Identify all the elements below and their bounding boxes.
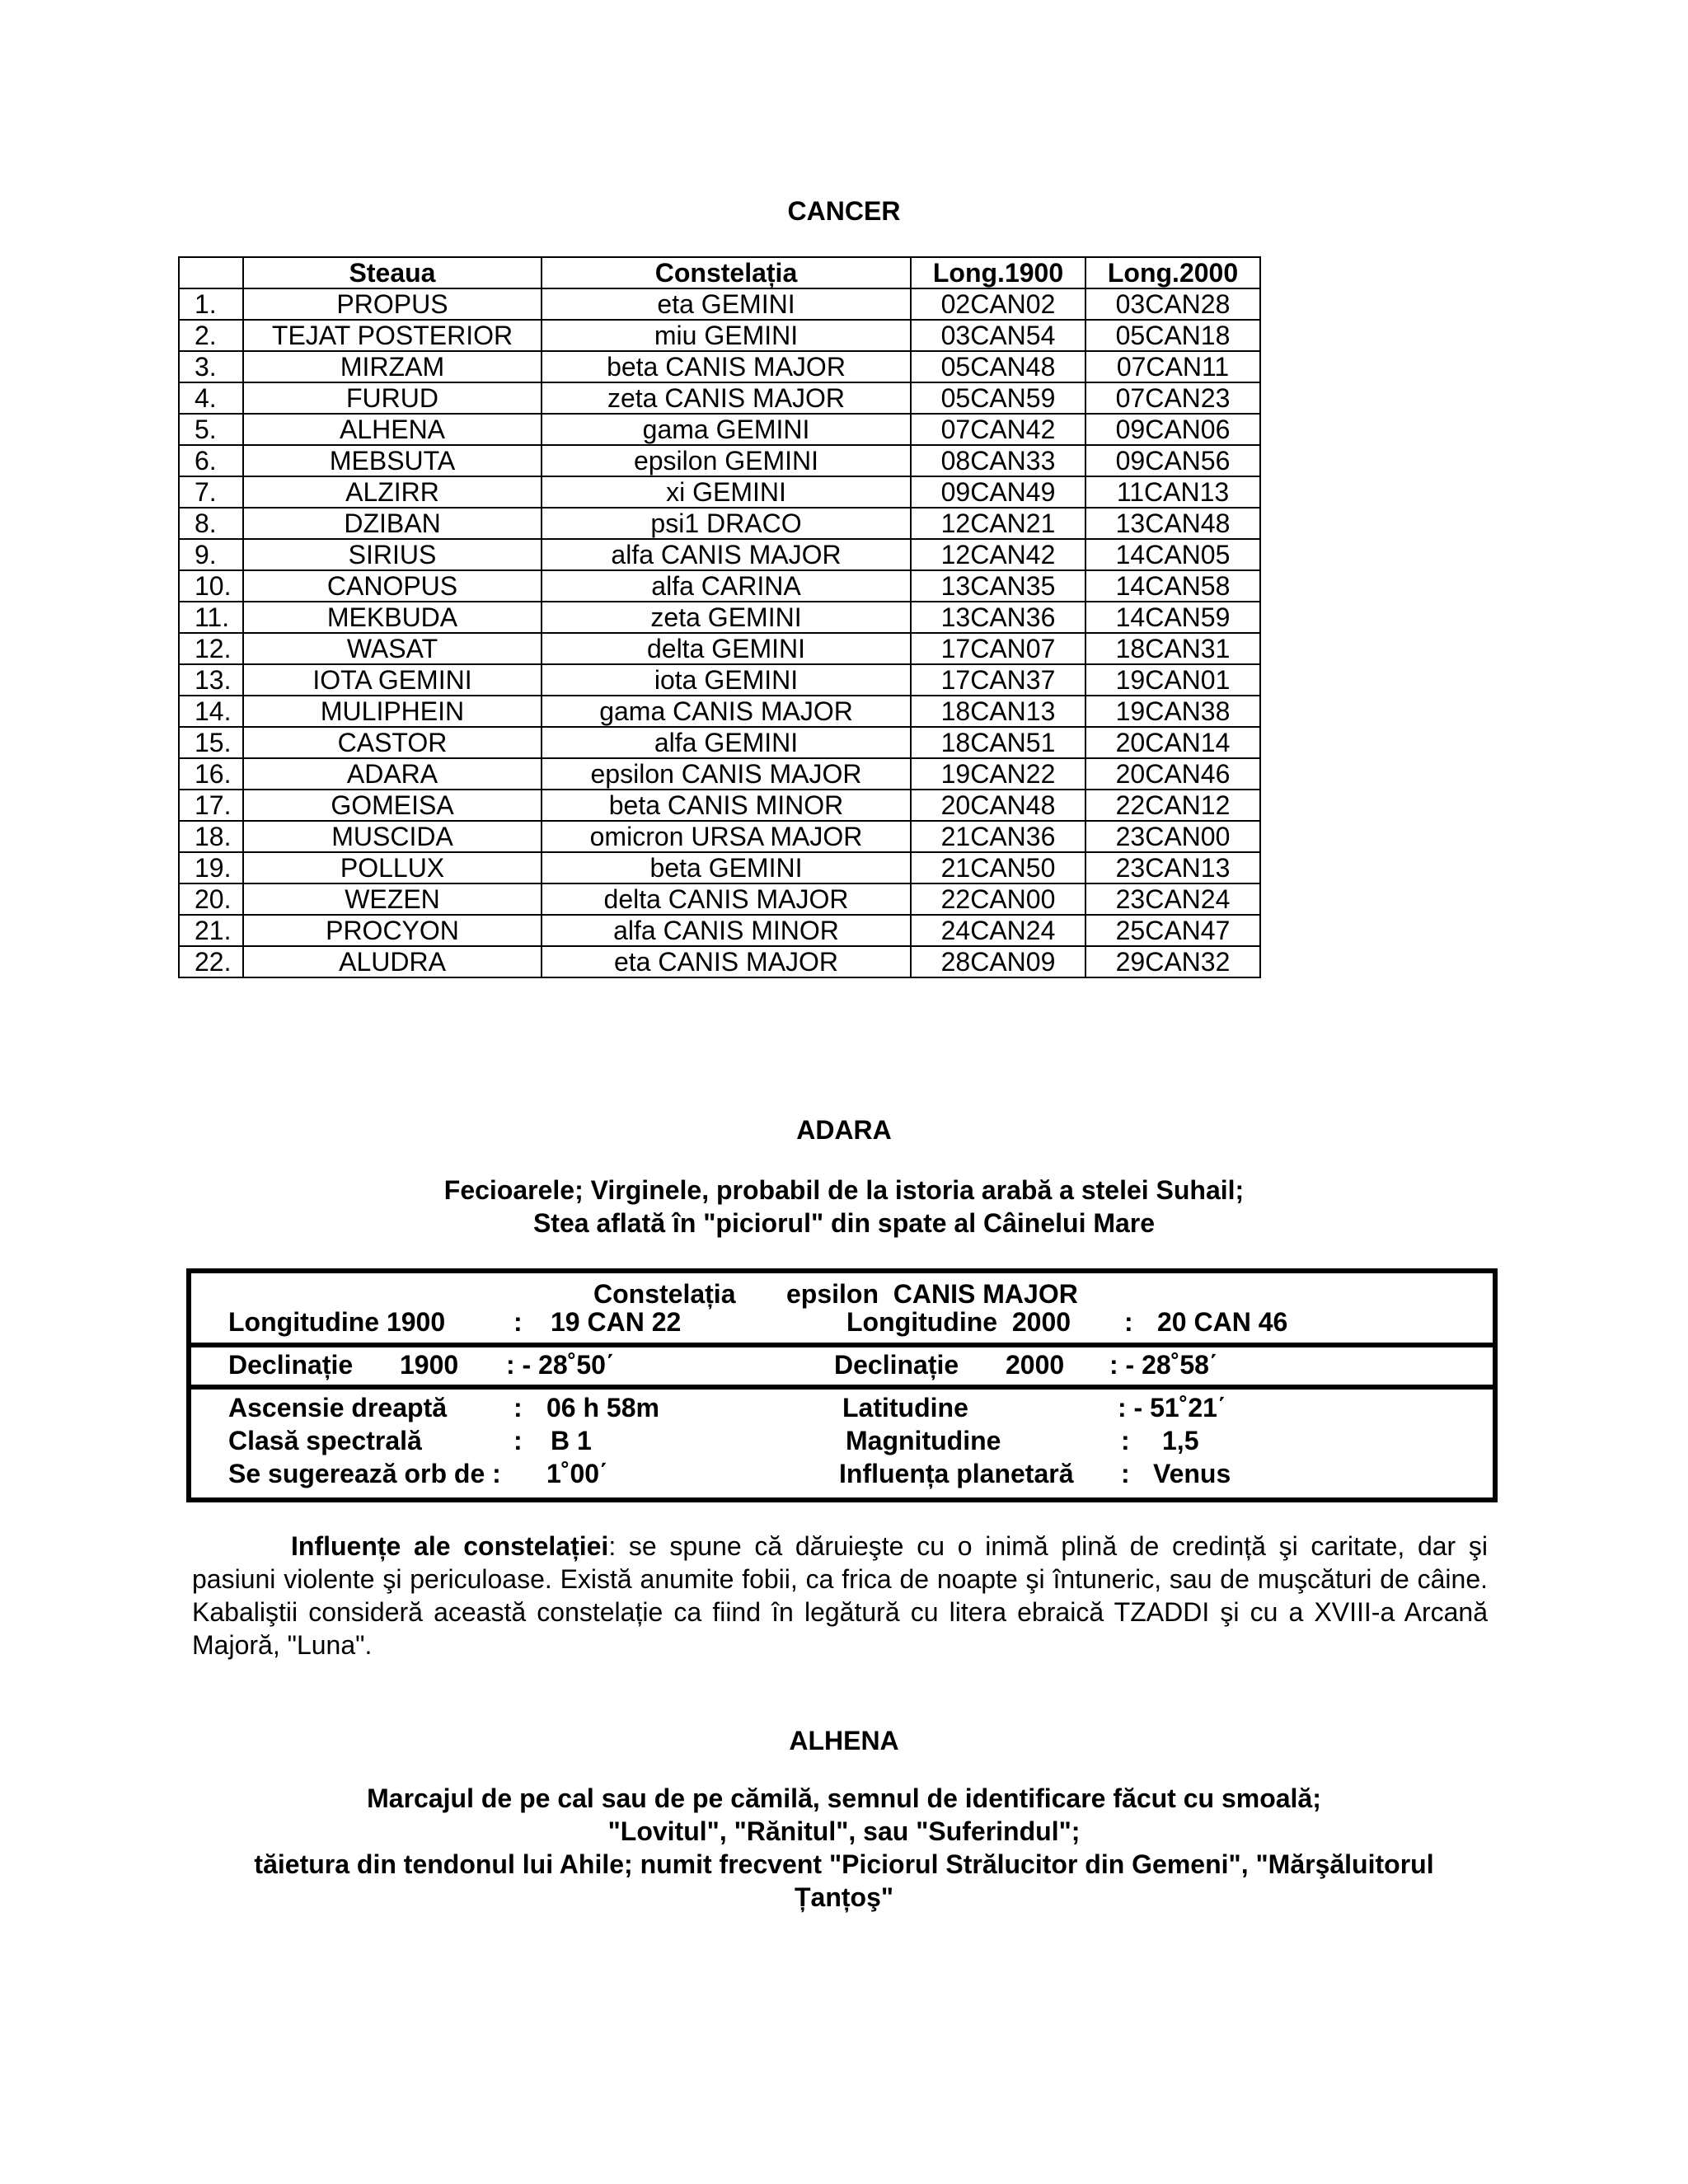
table-body <box>179 288 1260 977</box>
table-row <box>179 883 1260 915</box>
long-1900-cell: 12CAN21 <box>911 508 1085 539</box>
long-1900-cell: 19CAN22 <box>911 758 1085 790</box>
long-1900-cell: 17CAN37 <box>911 664 1085 696</box>
long2000-label: Longitudine 2000 <box>846 1307 1071 1337</box>
long-2000-cell: 11CAN13 <box>1085 476 1260 508</box>
constellation-label: Constelația <box>593 1279 736 1309</box>
box-divider <box>191 1385 1493 1390</box>
long-1900-cell: 05CAN48 <box>911 351 1085 382</box>
constellation-cell: epsilon CANIS MAJOR <box>542 758 911 790</box>
orb-value: 1˚00΄ <box>546 1459 608 1488</box>
alhena-line4: Țanțoş" <box>794 1882 894 1912</box>
mag-sep: : <box>1121 1426 1130 1455</box>
adara-info-box <box>186 1268 1498 1502</box>
long-1900-cell: 22CAN00 <box>911 883 1085 915</box>
star-name-cell: GOMEISA <box>243 790 542 821</box>
table-row <box>179 602 1260 633</box>
constellation-cell: alfa CANIS MAJOR <box>542 539 911 570</box>
constellation-cell: psi1 DRACO <box>542 508 911 539</box>
long-2000-cell: 19CAN38 <box>1085 696 1260 727</box>
table-header-cell: Long.2000 <box>1085 257 1260 288</box>
long-1900-cell: 12CAN42 <box>911 539 1085 570</box>
alhena-line2: "Lovitul", "Rănitul", sau "Suferindul"; <box>607 1816 1081 1846</box>
table-row <box>179 946 1260 977</box>
decl1900-year: 1900 <box>400 1350 459 1380</box>
long-1900-cell: 09CAN49 <box>911 476 1085 508</box>
constellation-cell: gama CANIS MAJOR <box>542 696 911 727</box>
row-number-cell: 15. <box>179 727 243 758</box>
influence-value: Venus <box>1153 1459 1231 1488</box>
table-row <box>179 758 1260 790</box>
adara-influence-paragraph <box>192 1530 1488 1661</box>
star-name-cell: MEKBUDA <box>243 602 542 633</box>
long-2000-cell: 14CAN58 <box>1085 570 1260 602</box>
constellation-value: epsilon CANIS MAJOR <box>786 1279 1078 1309</box>
decl2000-value: : - 28˚58΄ <box>1109 1350 1218 1380</box>
table-row <box>179 414 1260 445</box>
long1900-value: 19 CAN 22 <box>551 1307 682 1337</box>
row-number-cell: 1. <box>179 288 243 320</box>
star-name-cell: MULIPHEIN <box>243 696 542 727</box>
star-name-cell: SIRIUS <box>243 539 542 570</box>
long2000-value: 20 CAN 46 <box>1157 1307 1288 1337</box>
adara-subtitle <box>0 1174 1688 1240</box>
constellation-cell: omicron URSA MAJOR <box>542 821 911 852</box>
long-1900-cell: 13CAN36 <box>911 602 1085 633</box>
long1900-label: Longitudine 1900 <box>228 1307 446 1337</box>
stars-table <box>178 256 1261 978</box>
decl2000-label: Declinație <box>834 1350 959 1380</box>
constellation-cell: gama GEMINI <box>542 414 911 445</box>
table-row <box>179 852 1260 883</box>
long-1900-cell: 03CAN54 <box>911 320 1085 351</box>
star-name-cell: WEZEN <box>243 883 542 915</box>
row-number-cell: 18. <box>179 821 243 852</box>
star-name-cell: PROPUS <box>243 288 542 320</box>
star-name-cell: ALUDRA <box>243 946 542 977</box>
long-2000-cell: 23CAN24 <box>1085 883 1260 915</box>
alhena-line1: Marcajul de pe cal sau de pe cămilă, semnul de identificare făcut cu smoală; <box>367 1783 1321 1813</box>
constellation-cell: alfa CARINA <box>542 570 911 602</box>
table-row <box>179 539 1260 570</box>
table-row <box>179 508 1260 539</box>
constellation-cell: iota GEMINI <box>542 664 911 696</box>
constellation-cell: delta CANIS MAJOR <box>542 883 911 915</box>
star-name-cell: DZIBAN <box>243 508 542 539</box>
star-name-cell: CANOPUS <box>243 570 542 602</box>
row-number-cell: 8. <box>179 508 243 539</box>
star-name-cell: FURUD <box>243 382 542 414</box>
row-number-cell: 16. <box>179 758 243 790</box>
influence-sep: : <box>1121 1459 1130 1488</box>
long-1900-cell: 18CAN51 <box>911 727 1085 758</box>
star-name-cell: TEJAT POSTERIOR <box>243 320 542 351</box>
long-2000-cell: 22CAN12 <box>1085 790 1260 821</box>
adara-subtitle-line1: Fecioarele; Virginele, probabil de la istoria arabă a stelei Suhail; <box>443 1175 1245 1205</box>
table-row <box>179 570 1260 602</box>
row-number-cell: 12. <box>179 633 243 664</box>
row-number-cell: 20. <box>179 883 243 915</box>
mag-label: Magnitudine <box>846 1426 1001 1455</box>
constellation-cell: delta GEMINI <box>542 633 911 664</box>
decl2000-year: 2000 <box>1006 1350 1065 1380</box>
adara-subtitle-line2: Stea aflată în "piciorul" din spate al Câinelui Mare <box>532 1208 1156 1238</box>
long-2000-cell: 07CAN11 <box>1085 351 1260 382</box>
long-2000-cell: 29CAN32 <box>1085 946 1260 977</box>
long-1900-cell: 21CAN36 <box>911 821 1085 852</box>
long-1900-cell: 20CAN48 <box>911 790 1085 821</box>
row-number-cell: 10. <box>179 570 243 602</box>
ra-value: 06 h 58m <box>546 1393 659 1422</box>
star-name-cell: PROCYON <box>243 915 542 946</box>
constellation-cell: alfa GEMINI <box>542 727 911 758</box>
table-row <box>179 351 1260 382</box>
star-name-cell: MIRZAM <box>243 351 542 382</box>
long-1900-cell: 24CAN24 <box>911 915 1085 946</box>
constellation-cell: beta CANIS MINOR <box>542 790 911 821</box>
star-name-cell: CASTOR <box>243 727 542 758</box>
long-1900-cell: 18CAN13 <box>911 696 1085 727</box>
star-name-cell: ADARA <box>243 758 542 790</box>
table-row <box>179 382 1260 414</box>
constellation-cell: zeta GEMINI <box>542 602 911 633</box>
row-number-cell: 2. <box>179 320 243 351</box>
row-number-cell: 6. <box>179 445 243 476</box>
star-name-cell: ALHENA <box>243 414 542 445</box>
alhena-subtitle <box>0 1782 1688 1914</box>
long-2000-cell: 20CAN46 <box>1085 758 1260 790</box>
table-header-cell: Long.1900 <box>911 257 1085 288</box>
row-number-cell: 5. <box>179 414 243 445</box>
long-1900-cell: 13CAN35 <box>911 570 1085 602</box>
row-number-cell: 17. <box>179 790 243 821</box>
constellation-cell: eta CANIS MAJOR <box>542 946 911 977</box>
alhena-line3: tăietura din tendonul lui Ahile; numit frecvent "Piciorul Strălucitor din Gemeni", "Mărşăluitorul <box>254 1849 1434 1879</box>
star-name-cell: POLLUX <box>243 852 542 883</box>
long-1900-cell: 02CAN02 <box>911 288 1085 320</box>
long-1900-cell: 28CAN09 <box>911 946 1085 977</box>
table-row <box>179 664 1260 696</box>
orb-label: Se sugerează orb de : <box>228 1459 501 1488</box>
star-name-cell: MEBSUTA <box>243 445 542 476</box>
star-name-cell: IOTA GEMINI <box>243 664 542 696</box>
constellation-cell: epsilon GEMINI <box>542 445 911 476</box>
table-row <box>179 476 1260 508</box>
constellation-cell: eta GEMINI <box>542 288 911 320</box>
long-2000-cell: 13CAN48 <box>1085 508 1260 539</box>
section-title-alhena: ALHENA <box>789 1726 899 1755</box>
row-number-cell: 3. <box>179 351 243 382</box>
spectral-label: Clasă spectrală <box>228 1426 422 1455</box>
long-2000-cell: 23CAN13 <box>1085 852 1260 883</box>
row-number-cell: 19. <box>179 852 243 883</box>
lat-value: : - 51˚21΄ <box>1118 1393 1226 1422</box>
long-2000-cell: 09CAN56 <box>1085 445 1260 476</box>
long-1900-cell: 17CAN07 <box>911 633 1085 664</box>
lat-label: Latitudine <box>842 1393 968 1422</box>
constellation-cell: beta GEMINI <box>542 852 911 883</box>
table-row <box>179 821 1260 852</box>
constellation-cell: beta CANIS MAJOR <box>542 351 911 382</box>
spectral-value: B 1 <box>551 1426 592 1455</box>
page-title-cancer: CANCER <box>787 196 901 226</box>
box-divider <box>191 1343 1493 1347</box>
row-number-cell: 22. <box>179 946 243 977</box>
table-header-row <box>179 257 1260 288</box>
long-2000-cell: 05CAN18 <box>1085 320 1260 351</box>
star-name-cell: ALZIRR <box>243 476 542 508</box>
long-2000-cell: 14CAN59 <box>1085 602 1260 633</box>
decl1900-value: : - 28˚50΄ <box>506 1350 615 1380</box>
long-1900-cell: 05CAN59 <box>911 382 1085 414</box>
long-2000-cell: 20CAN14 <box>1085 727 1260 758</box>
constellation-cell: xi GEMINI <box>542 476 911 508</box>
long-2000-cell: 23CAN00 <box>1085 821 1260 852</box>
long-2000-cell: 03CAN28 <box>1085 288 1260 320</box>
table-row <box>179 288 1260 320</box>
table-header-cell: Constelația <box>542 257 911 288</box>
paragraph-lead: Influențe ale constelației <box>291 1531 609 1561</box>
table-header-cell: Steaua <box>243 257 542 288</box>
table-row <box>179 320 1260 351</box>
row-number-cell: 7. <box>179 476 243 508</box>
ra-sep: : <box>513 1393 523 1422</box>
ra-label: Ascensie dreaptă <box>228 1393 448 1422</box>
table-row <box>179 696 1260 727</box>
paragraph-text: : se spune că dăruieşte cu o inimă plină de credință şi caritate, dar şi pasiuni violente şi periculoase. Există anumite fobii, ca frica de noapte şi întuneric, sau de muşcături de câine. Kabaliştii consideră această constelație ca fiind în legătură cu litera ebraică TZADDI şi cu a XVIII-a Arcană Majoră, "Luna". <box>192 1531 1489 1660</box>
long-2000-cell: 18CAN31 <box>1085 633 1260 664</box>
table-row <box>179 445 1260 476</box>
section-title-adara: ADARA <box>796 1115 892 1145</box>
decl1900-label: Declinație <box>228 1350 354 1380</box>
row-number-cell: 9. <box>179 539 243 570</box>
star-name-cell: MUSCIDA <box>243 821 542 852</box>
spectral-sep: : <box>513 1426 523 1455</box>
long2000-sep: : <box>1124 1307 1133 1337</box>
long-2000-cell: 19CAN01 <box>1085 664 1260 696</box>
table-row <box>179 915 1260 946</box>
table-row <box>179 727 1260 758</box>
long-2000-cell: 14CAN05 <box>1085 539 1260 570</box>
table-row <box>179 790 1260 821</box>
constellation-cell: miu GEMINI <box>542 320 911 351</box>
table-header-cell <box>179 257 243 288</box>
long-1900-cell: 08CAN33 <box>911 445 1085 476</box>
table-row <box>179 633 1260 664</box>
long-1900-cell: 07CAN42 <box>911 414 1085 445</box>
row-number-cell: 13. <box>179 664 243 696</box>
row-number-cell: 11. <box>179 602 243 633</box>
star-name-cell: WASAT <box>243 633 542 664</box>
long-2000-cell: 07CAN23 <box>1085 382 1260 414</box>
long-1900-cell: 21CAN50 <box>911 852 1085 883</box>
row-number-cell: 14. <box>179 696 243 727</box>
long1900-sep: : <box>513 1307 523 1337</box>
constellation-cell: zeta CANIS MAJOR <box>542 382 911 414</box>
long-2000-cell: 25CAN47 <box>1085 915 1260 946</box>
long-2000-cell: 09CAN06 <box>1085 414 1260 445</box>
row-number-cell: 21. <box>179 915 243 946</box>
constellation-cell: alfa CANIS MINOR <box>542 915 911 946</box>
row-number-cell: 4. <box>179 382 243 414</box>
mag-value: 1,5 <box>1162 1426 1199 1455</box>
influence-label: Influența planetară <box>839 1459 1074 1488</box>
